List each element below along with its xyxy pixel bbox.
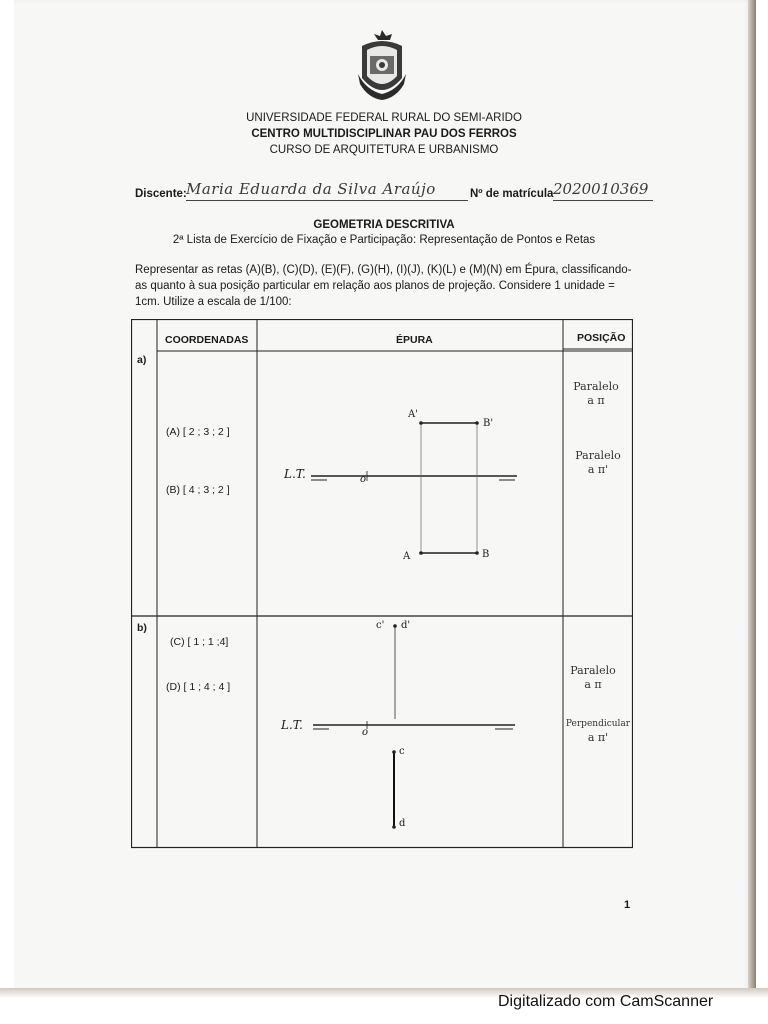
- page-number: 1: [624, 899, 631, 911]
- coord-a-2: (B) [ 4 ; 3 ; 2 ]: [166, 484, 230, 496]
- point-label-c: c: [399, 746, 405, 757]
- posicao-b-1-line1: Paralelo: [570, 664, 616, 677]
- exercise-table: [131, 319, 633, 849]
- point-label-d-prime: d': [401, 620, 411, 631]
- university-name: UNIVERSIDADE FEDERAL RURAL DO SEMI-ARIDO: [246, 112, 522, 124]
- posicao-b-1-line2: a π: [584, 678, 602, 691]
- discente-label: Discente:: [135, 188, 187, 200]
- posicao-a-2-line1: Paralelo: [575, 449, 621, 462]
- point-label-c-prime: c': [376, 620, 385, 631]
- camscanner-watermark: Digitalizado com CamScanner: [498, 993, 714, 1010]
- posicao-b-2-line1: Perpendicular: [565, 719, 631, 729]
- epura-b-lt-label: L.T.: [281, 718, 303, 732]
- epura-b-origin: o: [362, 727, 369, 738]
- posicao-a-1-line1: Paralelo: [573, 380, 619, 393]
- posicao-b-2-line2: a π': [587, 731, 609, 744]
- epura-a-lt-label: L.T.: [284, 467, 306, 481]
- header-posicao: POSIÇÃO: [577, 332, 626, 344]
- epura-b: [313, 624, 515, 829]
- point-label-b-prime: B': [483, 418, 494, 429]
- posicao-a-1-line2: a π: [587, 394, 605, 407]
- posicao-a-2: [570, 449, 626, 477]
- header-epura: ÉPURA: [396, 334, 433, 346]
- point-label-a: A: [403, 551, 411, 562]
- center-name: CENTRO MULTIDISCIPLINAR PAU DOS FERROS: [251, 128, 517, 140]
- epura-a: [311, 421, 517, 555]
- point-label-b: B: [482, 549, 490, 560]
- list-title: 2ª Lista de Exercício de Fixação e Participação: Representação de Pontos e Retas: [172, 234, 596, 246]
- course-name: CURSO DE ARQUITETURA E URBANISMO: [269, 144, 499, 156]
- point-label-d: d: [399, 818, 406, 829]
- matricula-label: Nº de matrícula: [470, 188, 554, 200]
- posicao-b-1: [565, 664, 621, 692]
- matricula-field[interactable]: 2020010369: [553, 180, 653, 201]
- table-border: [132, 320, 633, 848]
- row-label-a: a): [137, 354, 147, 366]
- coord-b-1: (C) [ 1 ; 1 ;4]: [170, 636, 229, 648]
- posicao-b-2: [565, 717, 631, 746]
- instructions-text: Representar as retas (A)(B), (C)(D), (E)(F), (G)(H), (I)(J), (K)(L) e (M)(N) em Épura, classificando-as quanto à sua posição particular em relação aos planos de projeção. Considere 1 unidade = 1cm. Utilize a escala de 1/100:: [135, 264, 632, 308]
- posicao-a-1: [570, 380, 622, 408]
- subject-title: GEOMETRIA DESCRITIVA: [313, 219, 455, 231]
- epura-a-origin: o: [360, 474, 367, 485]
- row-label-b: b): [137, 622, 147, 634]
- coord-a-1: (A) [ 2 ; 3 ; 2 ]: [166, 426, 230, 438]
- point-label-a-prime: A': [408, 409, 418, 420]
- discente-field[interactable]: Maria Eduarda da Silva Araújo: [186, 180, 468, 201]
- coord-b-2: (D) [ 1 ; 4 ; 4 ]: [166, 681, 231, 693]
- posicao-a-2-line2: a π': [587, 463, 609, 476]
- university-coat-of-arms: [356, 28, 408, 104]
- header-coordenadas: COORDENADAS: [165, 334, 249, 346]
